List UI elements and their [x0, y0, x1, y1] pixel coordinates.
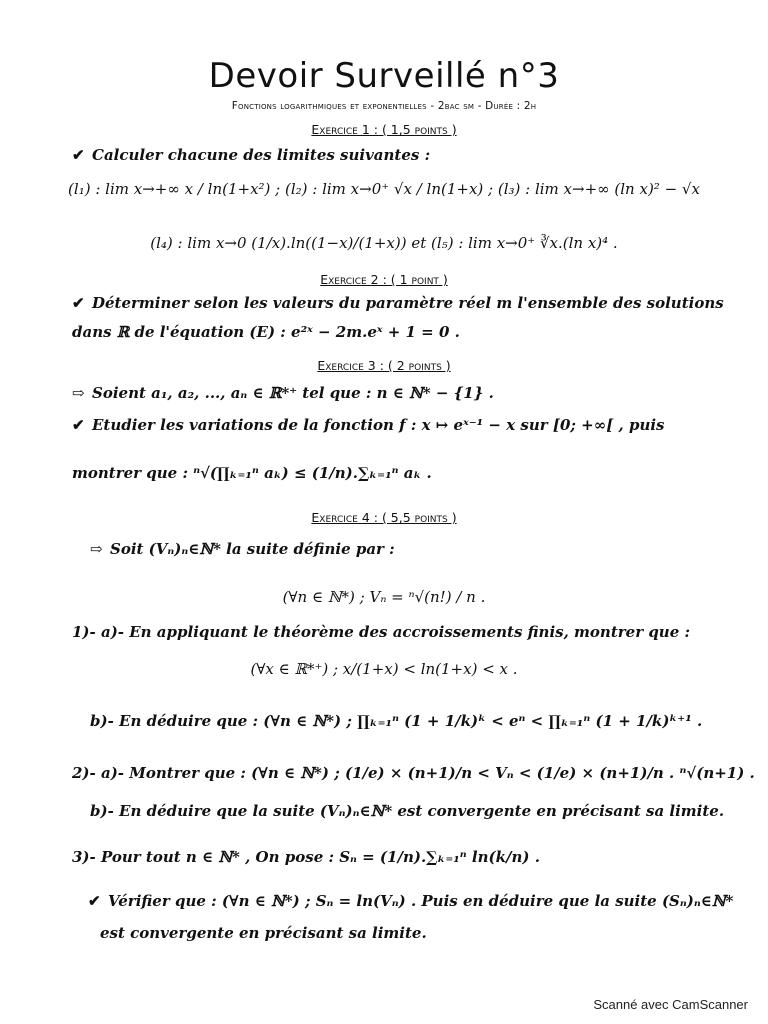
exercise1-limits-row2: (l₄) : lim x→0 (1/x).ln((1−x)/(1+x)) et (l₅) : lim x→0⁺ ∛x.(ln x)⁴ . [150, 234, 618, 252]
exercise4-q2a: 2)- a)- Montrer que : (∀n ∈ ℕ*) ; (1/e) × (n+1)/n < Vₙ < (1/e) × (n+1)/n . ⁿ√(n+1) . [72, 764, 755, 782]
exercise1-limits-row1: (l₁) : lim x→+∞ x / ln(1+x²) ; (l₂) : lim x→0⁺ √x / ln(1+x) ; (l₃) : lim x→+∞ (ln x)² − √x [68, 180, 700, 198]
exercise2-line1: ✔ Déterminer selon les valeurs du paramètre réel m l'ensemble des solutions [72, 294, 724, 312]
hollow-arrow-icon: ⇨ [72, 384, 85, 402]
exercise4-q1b: b)- En déduire que : (∀n ∈ ℕ*) ; ∏ₖ₌₁ⁿ (1 + 1/k)ᵏ < eⁿ < ∏ₖ₌₁ⁿ (1 + 1/k)ᵏ⁺¹ . [90, 712, 703, 730]
exercise2-heading: Exercice 2 : ( 1 point ) [320, 272, 448, 287]
exercise4-intro: ⇨ Soit (Vₙ)ₙ∈ℕ* la suite définie par : [90, 540, 395, 558]
exercise4-q1a-formula: (∀x ∈ ℝ*⁺) ; x/(1+x) < ln(1+x) < x . [250, 660, 518, 678]
exercise3-line1: ⇨ Soient a₁, a₂, ..., aₙ ∈ ℝ*⁺ tel que : n ∈ ℕ* − {1} . [72, 384, 494, 402]
exercise4-q1a: 1)- a)- En appliquant le théorème des accroissements finis, montrer que : [72, 623, 691, 641]
exercise3-line3: montrer que : ⁿ√(∏ₖ₌₁ⁿ aₖ) ≤ (1/n).∑ₖ₌₁ⁿ aₖ . [72, 464, 432, 482]
checkmark-icon: ✔ [72, 294, 85, 312]
exercise4-q3-end: est convergente en précisant sa limite. [100, 924, 427, 942]
exercise2-line2: dans ℝ de l'équation (E) : e²ˣ − 2m.eˣ + 1 = 0 . [72, 323, 460, 341]
exercise4-q3-verify: ✔ Vérifier que : (∀n ∈ ℕ*) ; Sₙ = ln(Vₙ) . Puis en déduire que la suite (Sₙ)ₙ∈ℕ* [88, 892, 734, 910]
page-subtitle: Fonctions logarithmiques et exponentielles - 2bac sm - Durée : 2h [231, 100, 537, 112]
scanner-watermark: Scanné avec CamScanner [593, 997, 748, 1012]
exercise4-q3: 3)- Pour tout n ∈ ℕ* , On pose : Sₙ = (1/n).∑ₖ₌₁ⁿ ln(k/n) . [72, 848, 540, 866]
exercise4-definition: (∀n ∈ ℕ*) ; Vₙ = ⁿ√(n!) / n . [282, 588, 486, 606]
exercise4-q2b: b)- En déduire que la suite (Vₙ)ₙ∈ℕ* est convergente en précisant sa limite. [90, 802, 725, 820]
page-title: Devoir Surveillé n°3 [208, 56, 560, 96]
checkmark-icon: ✔ [72, 146, 85, 164]
exercise3-heading: Exercice 3 : ( 2 points ) [317, 358, 451, 373]
checkmark-icon: ✔ [72, 416, 85, 434]
exercise3-line2: ✔ Etudier les variations de la fonction f : x ↦ eˣ⁻¹ − x sur [0; +∞[ , puis [72, 416, 665, 434]
checkmark-icon: ✔ [88, 892, 101, 910]
exercise1-heading: Exercice 1 : ( 1,5 points ) [311, 122, 457, 137]
exercise1-instruction: ✔ Calculer chacune des limites suivantes : [72, 146, 431, 164]
exercise4-heading: Exercice 4 : ( 5,5 points ) [311, 510, 457, 525]
hollow-arrow-icon: ⇨ [90, 540, 103, 558]
